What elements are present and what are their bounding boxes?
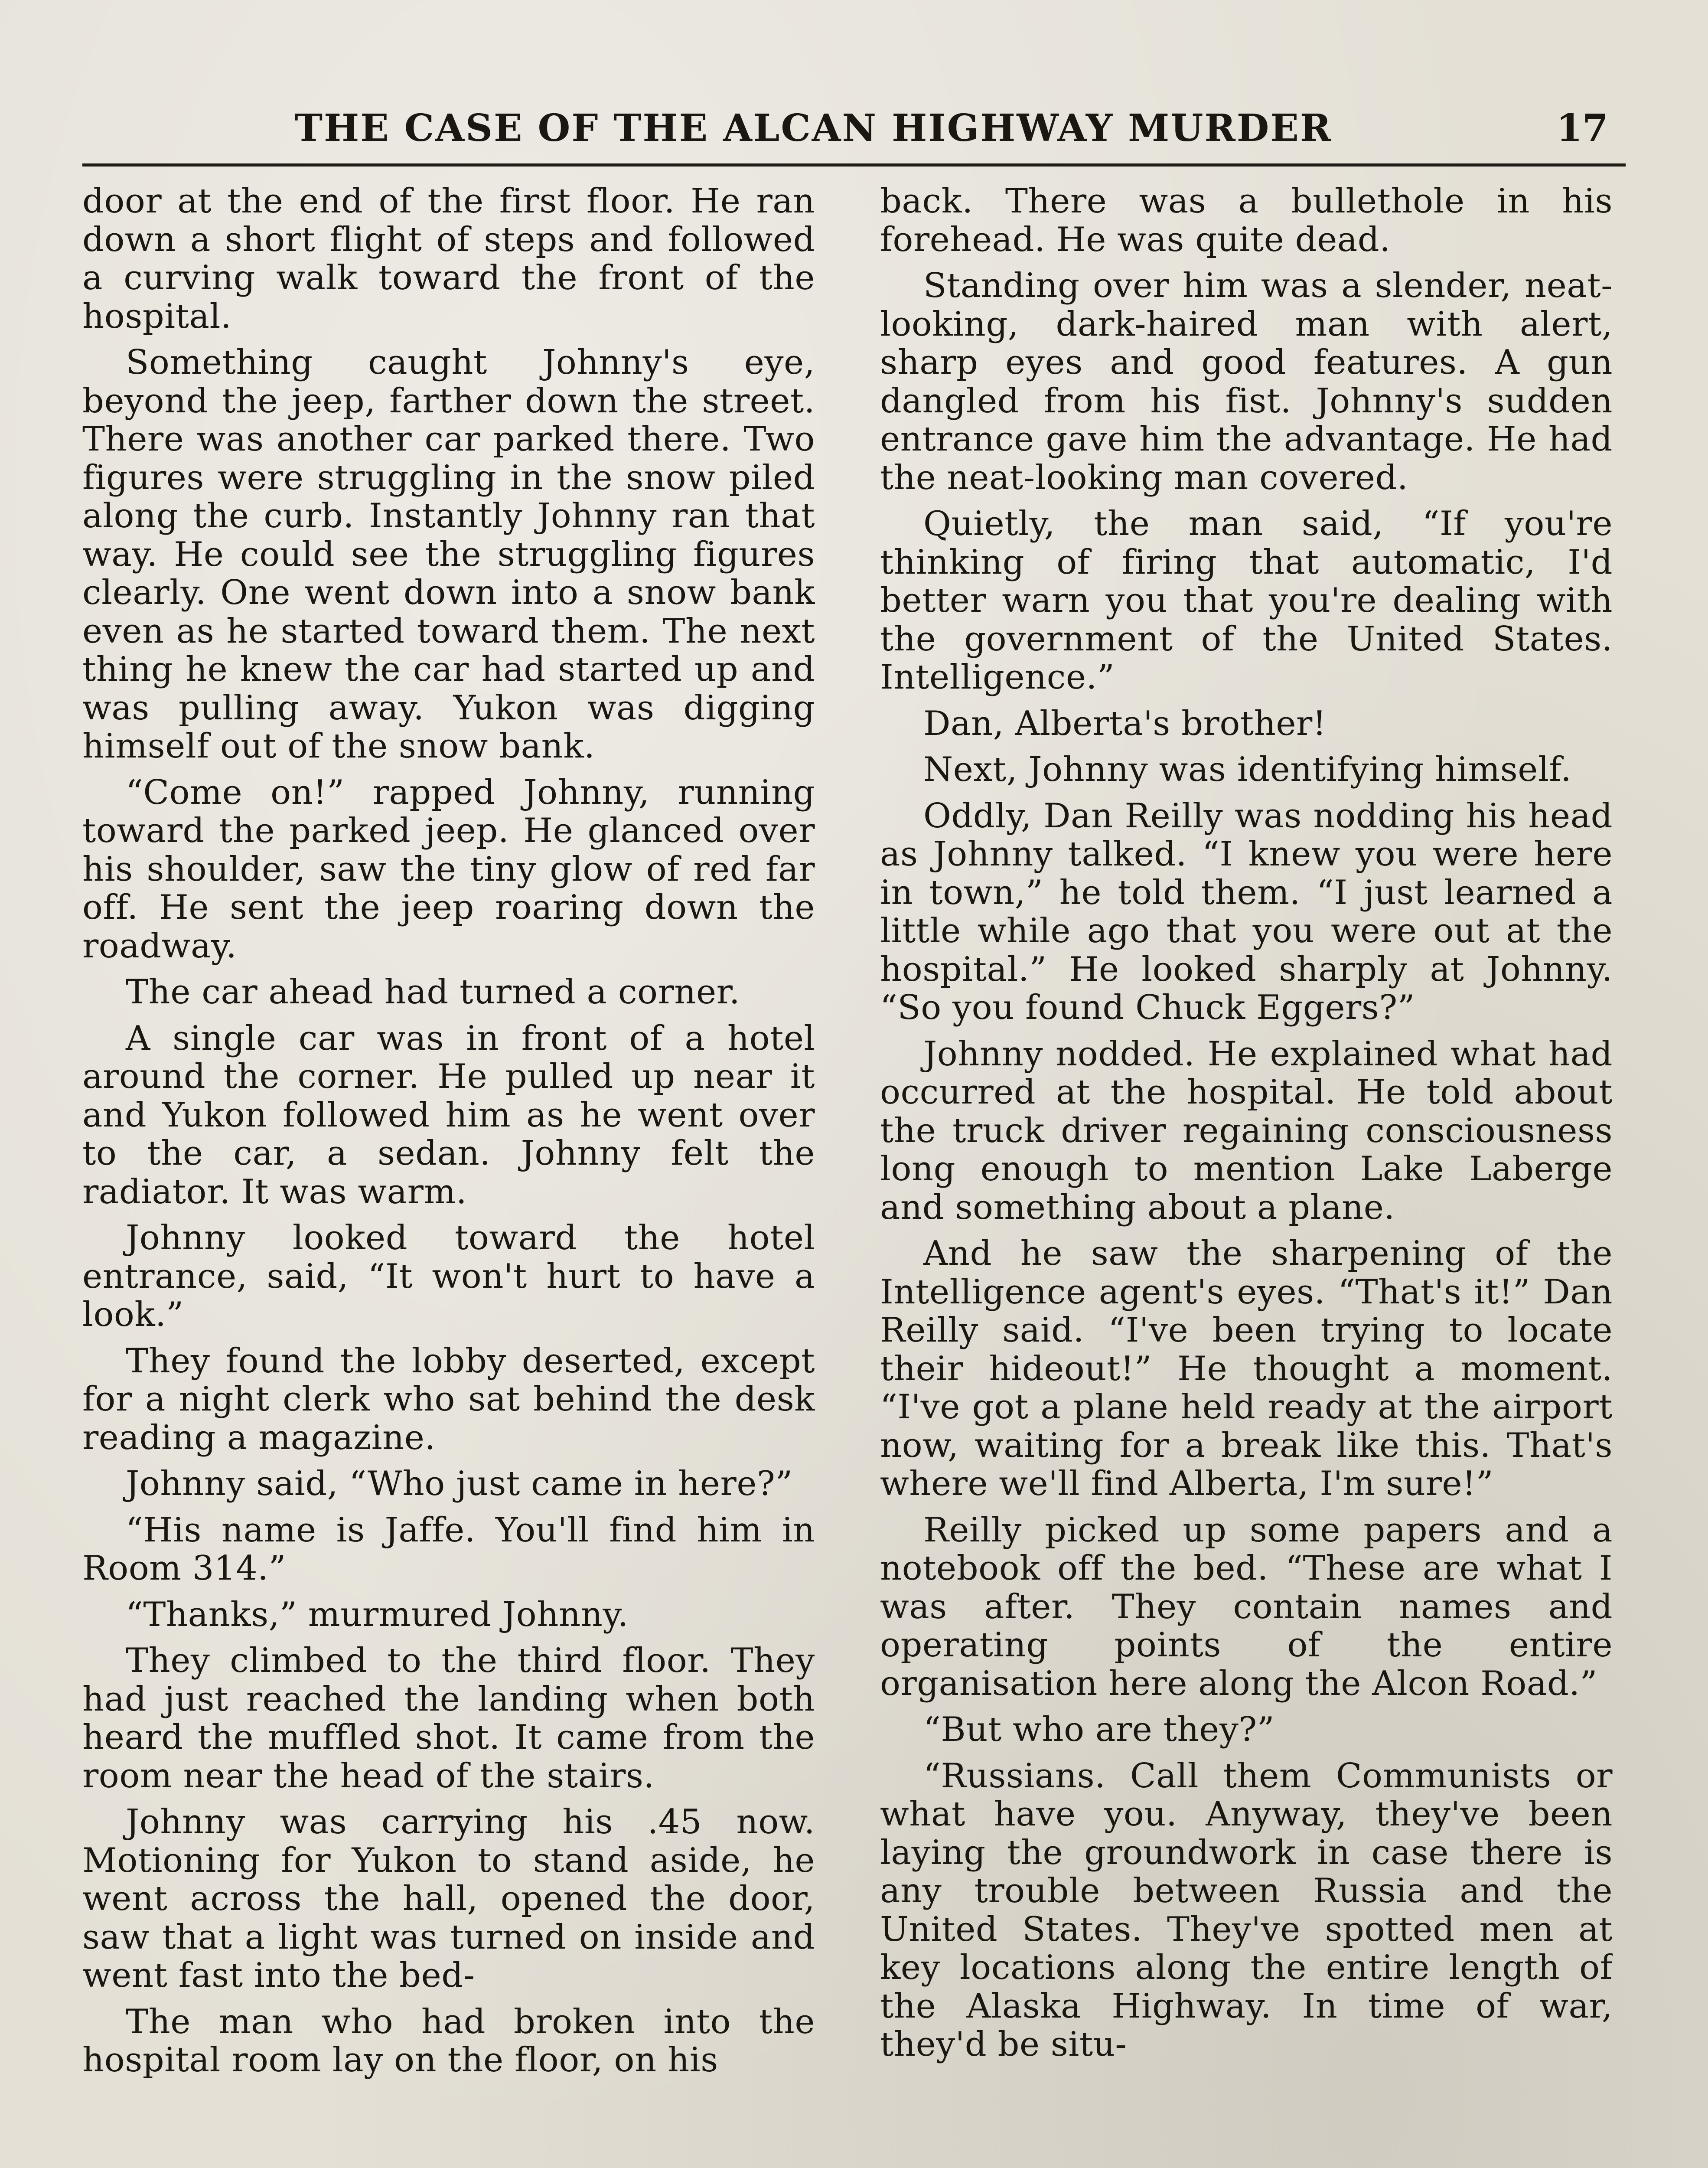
paragraph: “His name is Jaffe. You'll find him in Room 314.”: [82, 1510, 815, 1588]
paragraph: Dan, Alberta's brother!: [923, 704, 1327, 743]
left-column: [82, 182, 815, 2168]
paragraph: Johnny looked toward the hotel entrance, said, “It won't hurt to have a look.”: [82, 1218, 815, 1334]
paragraph: Johnny nodded. He explained what had occurred at the hospital. He told about the truck driver regaining consciousness long enough to mention Lake Laberge and something about a plane.: [880, 1034, 1613, 1227]
paragraph: back. There was a bullethole in his forehead. He was quite dead.: [880, 182, 1613, 259]
paragraph: door at the end of the first floor. He ran down a short flight of steps and followed a curving walk toward the front of the hospital.: [82, 182, 815, 336]
paragraph: They climbed to the third floor. They had just reached the landing when both heard the muffled shot. It came from the room near the head of the stairs.: [82, 1641, 815, 1796]
paragraph: Johnny said, “Who just came in here?”: [126, 1464, 793, 1503]
right-column: [880, 182, 1613, 2168]
page-number: 17: [1556, 106, 1608, 150]
paragraph: The car ahead had turned a corner.: [126, 973, 740, 1012]
paragraph: Something caught Johnny's eye, beyond the jeep, farther down the street. There was another car parked there. Two figures were struggling in the snow piled along the curb. Instantly Johnny ran that way. He could see the struggling figures clearly. One went down into a snow bank even as he started toward them. The next thing he knew the car had started up and was pulling away. Yukon was digging himself out of the snow bank.: [82, 343, 815, 766]
paragraph: “Thanks,” murmured Johnny.: [126, 1595, 629, 1634]
paragraph: Next, Johnny was identifying himself.: [923, 750, 1572, 789]
paragraph: Standing over him was a slender, neat-looking, dark-haired man with alert, sharp eyes and good features. A gun dangled from his fist. Johnny's sudden entrance gave him the advantage. He had the neat-looking man covered.: [880, 266, 1613, 497]
paragraph: A single car was in front of a hotel around the corner. He pulled up near it and Yukon followed him as he went over to the car, a sedan. Johnny felt the radiator. It was warm.: [82, 1019, 815, 1211]
paragraph: Reilly picked up some papers and a notebook off the bed. “These are what I was after. They contain names and operating points of the entire organisation here along the Alcon Road.”: [880, 1510, 1613, 1703]
paragraph: The man who had broken into the hospital room lay on the floor, on his: [82, 2002, 815, 2080]
paragraph: “But who are they?”: [923, 1710, 1275, 1749]
paragraph: “Russians. Call them Communists or what have you. Anyway, they've been laying the groundwork in case there is any trouble between Russia and the United States. They've spotted men at key locations along the entire length of the Alaska Highway. In time of war, they'd be situ-: [880, 1756, 1613, 2064]
running-title: THE CASE OF THE ALCAN HIGHWAY MURDER: [295, 106, 1333, 150]
paragraph: They found the lobby deserted, except for a night clerk who sat behind the desk reading a magazine.: [82, 1341, 815, 1457]
paragraph: Johnny was carrying his .45 now. Motioning for Yukon to stand aside, he went across the hall, opened the door, saw that a light was turned on inside and went fast into the bed-: [82, 1802, 815, 1995]
paragraph: Oddly, Dan Reilly was nodding his head as Johnny talked. “I knew you were here in town,” he told them. “I just learned a little while ago that you were out at the hospital.” He looked sharply at Johnny. “So you found Chuck Eggers?”: [880, 796, 1613, 1027]
paragraph: “Come on!” rapped Johnny, running toward the parked jeep. He glanced over his shoulder, saw the tiny glow of red far off. He sent the jeep roaring down the roadway.: [82, 773, 815, 966]
header-rule: [82, 163, 1626, 167]
paragraph: And he saw the sharpening of the Intelligence agent's eyes. “That's it!” Dan Reilly said. “I've been trying to locate their hideout!” He thought a moment. “I've got a plane held ready at the airport now, waiting for a break like this. That's where we'll find Alberta, I'm sure!”: [880, 1234, 1613, 1503]
page-header: [82, 98, 1626, 163]
paragraph: Quietly, the man said, “If you're thinking of firing that automatic, I'd better warn you that you're dealing with the government of the United States. Intelligence.”: [880, 504, 1613, 697]
